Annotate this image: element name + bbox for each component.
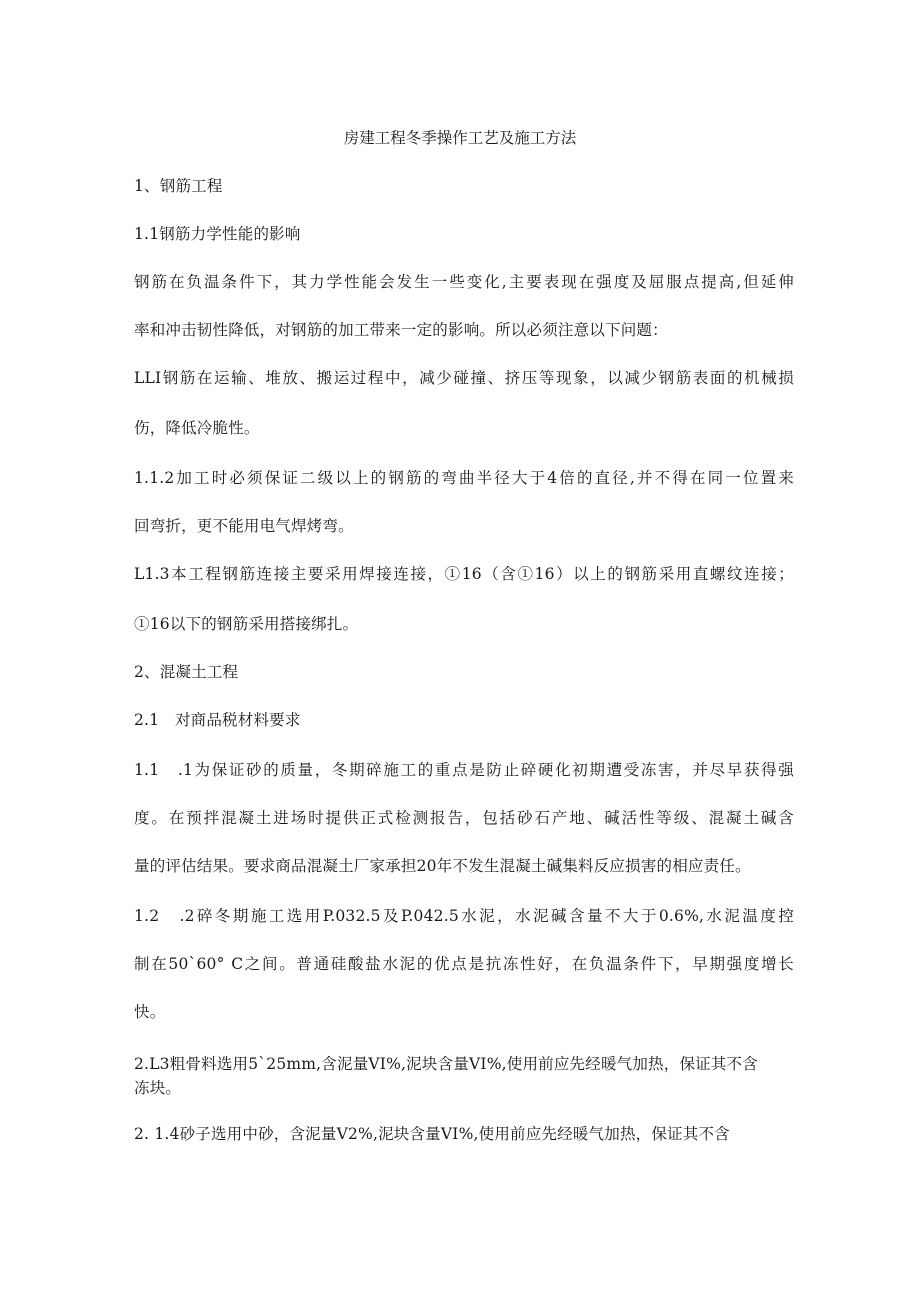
paragraph-line: 2.L3粗骨料选用5`25mm,含泥量VI%,泥块含量VI%,使用前应先经暖气加热，保证其不含 xyxy=(134,1055,758,1073)
document-title: 房建工程冬季操作工艺及施工方法 xyxy=(343,129,577,147)
section-heading-concrete: 2、混凝土工程 xyxy=(134,663,239,681)
section-heading-steel: 1、钢筋工程 xyxy=(134,177,223,195)
paragraph-line: 钢筋在负温条件下，其力学性能会发生一些变化,主要表现在强度及屈服点提高,但延伸 xyxy=(134,273,794,291)
paragraph-line: 快。 xyxy=(134,1003,166,1021)
paragraph-line: 冻块。 xyxy=(134,1079,182,1097)
paragraph-line: LLI钢筋在运输、堆放、搬运过程中，减少碰撞、挤压等现象，以减少钢筋表面的机械损 xyxy=(134,369,794,387)
paragraph-line: 1.1.2加工时必须保证二级以上的钢筋的弯曲半径大于4倍的直径,并不得在同一位置来 xyxy=(134,469,794,487)
paragraph-line: L1.3本工程钢筋连接主要采用焊接连接，①16（含①16）以上的钢筋采用直螺纹连接； xyxy=(134,565,794,583)
paragraph-line: 率和冲击韧性降低，对钢筋的加工带来一定的影响。所以必须注意以下问题： xyxy=(134,321,668,339)
subsection-heading-mechanical: 1.1钢筋力学性能的影响 xyxy=(134,225,301,243)
paragraph-line: ①16以下的钢筋采用搭接绑扎。 xyxy=(134,615,359,633)
paragraph-line: 伤，降低冷脆性。 xyxy=(134,419,260,437)
paragraph-line: 1.2 .2碎冬期施工选用P.032.5及P.042.5水泥，水泥碱含量不大于0.6%,水泥温度控 xyxy=(134,907,794,925)
subsection-heading-materials: 2.1 对商品税材料要求 xyxy=(134,711,301,729)
paragraph-line: 2. 1.4砂子选用中砂，含泥量V2%,泥块含量VI%,使用前应先经暖气加热，保证其不含 xyxy=(134,1125,730,1143)
paragraph-line: 制在50`60° C之间。普通硅酸盐水泥的优点是抗冻性好，在负温条件下，早期强度增长 xyxy=(134,955,794,973)
paragraph-line: 度。在预拌混凝土进场时提供正式检测报告，包括砂石产地、碱活性等级、混凝土碱含 xyxy=(134,809,794,827)
paragraph-line: 回弯折，更不能用电气焊烤弯。 xyxy=(134,517,354,535)
paragraph-line: 量的评估结果。要求商品混凝土厂家承担20年不发生混凝土碱集料反应损害的相应责任。 xyxy=(134,857,751,875)
paragraph-line: 1.1 .1为保证砂的质量，冬期碎施工的重点是防止碎硬化初期遭受冻害，并尽早获得强 xyxy=(134,761,794,779)
